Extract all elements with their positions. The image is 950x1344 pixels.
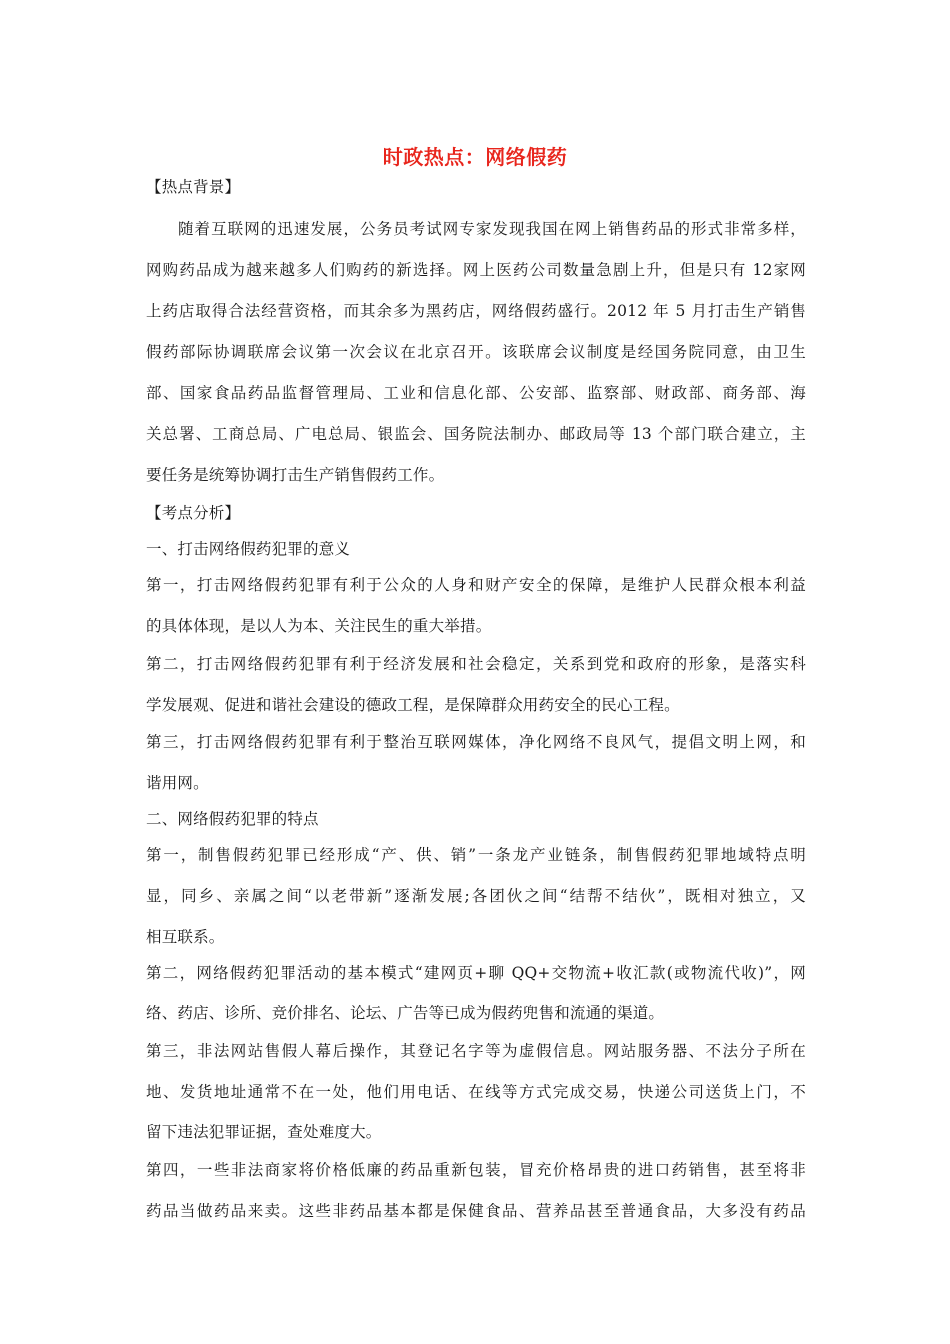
paragraph-line: 留下违法犯罪证据，查处难度大。 [146,1123,382,1141]
paragraph-line: 相互联系。 [146,928,225,946]
paragraph-line: 第四，一些非法商家将价格低廉的药品重新包装，冒充价格昂贵的进口药销售，甚至将非 [146,1161,806,1179]
paragraph-line: 络、药店、诊所、竞价排名、论坛、广告等已成为假药兜售和流通的渠道。 [146,1004,665,1022]
paragraph-line: 的具体体现，是以人为本、关注民生的重大举措。 [146,617,492,635]
paragraph-line: 地、发货地址通常不在一处，他们用电话、在线等方式完成交易，快递公司送货上门，不 [146,1083,806,1101]
paragraph-line: 谐用网。 [146,774,209,792]
paragraph-line: 第三，打击网络假药犯罪有利于整治互联网媒体，净化网络不良风气，提倡文明上网，和 [146,733,806,751]
paragraph-line: 显，同乡、亲属之间“以老带新”逐渐发展;各团伙之间“结帮不结伙”，既相对独立，又 [146,887,806,905]
paragraph-line: 关总署、工商总局、广电总局、银监会、国务院法制办、邮政局等 13 个部门联合建立，主 [146,425,806,443]
section-heading-analysis: 【考点分析】 [146,504,241,522]
paragraph-line: 第二，打击网络假药犯罪有利于经济发展和社会稳定，关系到党和政府的形象，是落实科 [146,655,806,673]
subsection-heading: 二、网络假药犯罪的特点 [146,810,319,828]
paragraph-line: 网购药品成为越来越多人们购药的新选择。网上医药公司数量急剧上升，但是只有 12家网 [146,261,806,279]
paragraph-line: 学发展观、促进和谐社会建设的德政工程，是保障群众用药安全的民心工程。 [146,696,680,714]
paragraph-line: 要任务是统筹协调打击生产销售假药工作。 [146,466,445,484]
paragraph-line: 随着互联网的迅速发展，公务员考试网专家发现我国在网上销售药品的形式非常多样， [178,220,806,238]
section-heading-background: 【热点背景】 [146,178,241,196]
paragraph-line: 第三，非法网站售假人幕后操作，其登记名字等为虚假信息。网站服务器、不法分子所在 [146,1042,806,1060]
paragraph-line: 第一，打击网络假药犯罪有利于公众的人身和财产安全的保障，是维护人民群众根本利益 [146,576,806,594]
paragraph-line: 第二，网络假药犯罪活动的基本模式“建网页+聊 QQ+交物流+收汇款(或物流代收)”，网 [146,964,806,982]
paragraph-line: 部、国家食品药品监督管理局、工业和信息化部、公安部、监察部、财政部、商务部、海 [146,384,806,402]
document-title: 时政热点：网络假药 [382,145,568,169]
paragraph-line: 上药店取得合法经营资格，而其余多为黑药店，网络假药盛行。2012 年 5 月打击生产销售 [146,302,806,320]
subsection-heading: 一、打击网络假药犯罪的意义 [146,540,351,558]
paragraph-line: 第一，制售假药犯罪已经形成“产、供、销”一条龙产业链条，制售假药犯罪地域特点明 [146,846,806,864]
paragraph-line: 假药部际协调联席会议第一次会议在北京召开。该联席会议制度是经国务院同意，由卫生 [146,343,806,361]
paragraph-line: 药品当做药品来卖。这些非药品基本都是保健食品、营养品甚至普通食品，大多没有药品 [146,1202,806,1220]
